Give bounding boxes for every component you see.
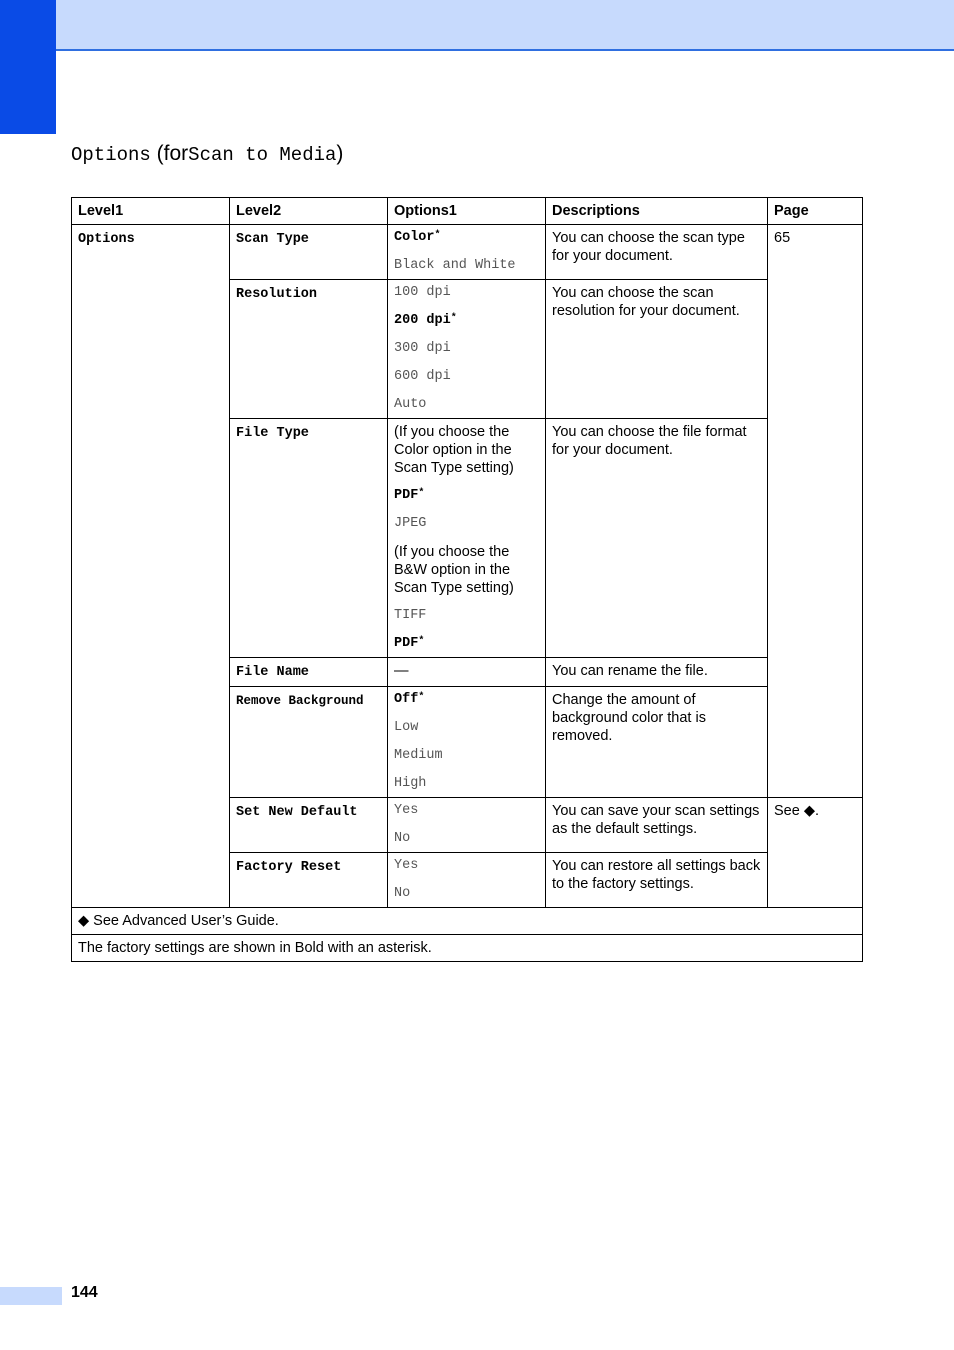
chapter-tab <box>0 0 56 134</box>
options-cell: — <box>388 658 546 687</box>
option-item: Black and White <box>394 258 516 273</box>
title-text-for: (for <box>156 142 189 165</box>
level2-file-type: File Type <box>236 426 309 441</box>
option-item: 200 dpi* <box>394 313 457 328</box>
title-code-scan-to-media: Scan to Media <box>188 144 337 166</box>
option-item: JPEG <box>394 516 427 531</box>
level2-resolution: Resolution <box>236 287 318 302</box>
level2-cell <box>230 798 388 853</box>
level2-remove-background: Remove Background <box>236 694 364 708</box>
footer-band <box>0 1287 62 1305</box>
header-options1: Options1 <box>388 198 546 225</box>
description-cell: You can choose the scan type for your document. <box>546 225 768 280</box>
section-title <box>71 142 343 166</box>
option-item: PDF* <box>394 488 425 503</box>
title-close-paren: ) <box>336 142 344 165</box>
option-item: Color* <box>394 230 441 245</box>
level2-cell <box>230 225 388 280</box>
footnote-factory-settings: The factory settings are shown in Bold with an asterisk. <box>72 935 863 962</box>
level2-file-name: File Name <box>236 665 309 680</box>
options-cell <box>388 280 546 419</box>
options-cell <box>388 225 546 280</box>
level1-cell <box>72 225 230 908</box>
page-cell: 65 <box>768 225 863 798</box>
options-table <box>71 197 863 962</box>
option-item: No <box>394 831 411 846</box>
option-item: 600 dpi <box>394 369 451 384</box>
description-cell: You can choose the scan resolution for your document. <box>546 280 768 419</box>
level2-cell <box>230 280 388 419</box>
page-cell: See ◆. <box>768 798 863 908</box>
option-note: (If you choose the Color option in the Scan Type setting) <box>394 424 514 476</box>
footnote-row <box>72 908 863 935</box>
option-item: TIFF <box>394 608 427 623</box>
level2-set-new-default: Set New Default <box>236 805 358 820</box>
level2-cell <box>230 419 388 658</box>
description-cell: You can rename the file. <box>546 658 768 687</box>
option-item: Auto <box>394 397 427 412</box>
table-header-row <box>72 198 863 225</box>
options-cell <box>388 853 546 908</box>
level1-options: Options <box>78 232 135 247</box>
option-item: Yes <box>394 803 419 818</box>
option-item: 300 dpi <box>394 341 451 356</box>
option-item: Yes <box>394 858 419 873</box>
description-cell: You can choose the file format for your document. <box>546 419 768 658</box>
header-page: Page <box>768 198 863 225</box>
level2-factory-reset: Factory Reset <box>236 860 342 875</box>
header-descriptions: Descriptions <box>546 198 768 225</box>
table-row <box>72 225 863 280</box>
description-cell: Change the amount of background color that is removed. <box>546 687 768 798</box>
option-item: Medium <box>394 748 443 763</box>
footnote-advanced-guide: ◆ See Advanced User’s Guide. <box>72 908 863 935</box>
page-number: 144 <box>71 1284 98 1301</box>
options-cell <box>388 798 546 853</box>
option-item: 100 dpi <box>394 285 451 300</box>
description-cell: You can save your scan settings as the default settings. <box>546 798 768 853</box>
header-band <box>56 0 954 51</box>
option-item: Off* <box>394 692 425 707</box>
level2-scan-type: Scan Type <box>236 232 309 247</box>
title-code-options: Options <box>71 144 151 166</box>
option-item: High <box>394 776 427 791</box>
option-item: No <box>394 886 411 901</box>
description-cell: You can restore all settings back to the factory settings. <box>546 853 768 908</box>
footnote-row <box>72 935 863 962</box>
option-note: (If you choose the B&W option in the Scan Type setting) <box>394 544 514 596</box>
options-cell <box>388 419 546 658</box>
level2-cell <box>230 687 388 798</box>
options-cell <box>388 687 546 798</box>
level2-cell <box>230 658 388 687</box>
option-item: Low <box>394 720 419 735</box>
option-item: PDF* <box>394 636 425 651</box>
header-level1: Level1 <box>72 198 230 225</box>
level2-cell <box>230 853 388 908</box>
header-level2: Level2 <box>230 198 388 225</box>
